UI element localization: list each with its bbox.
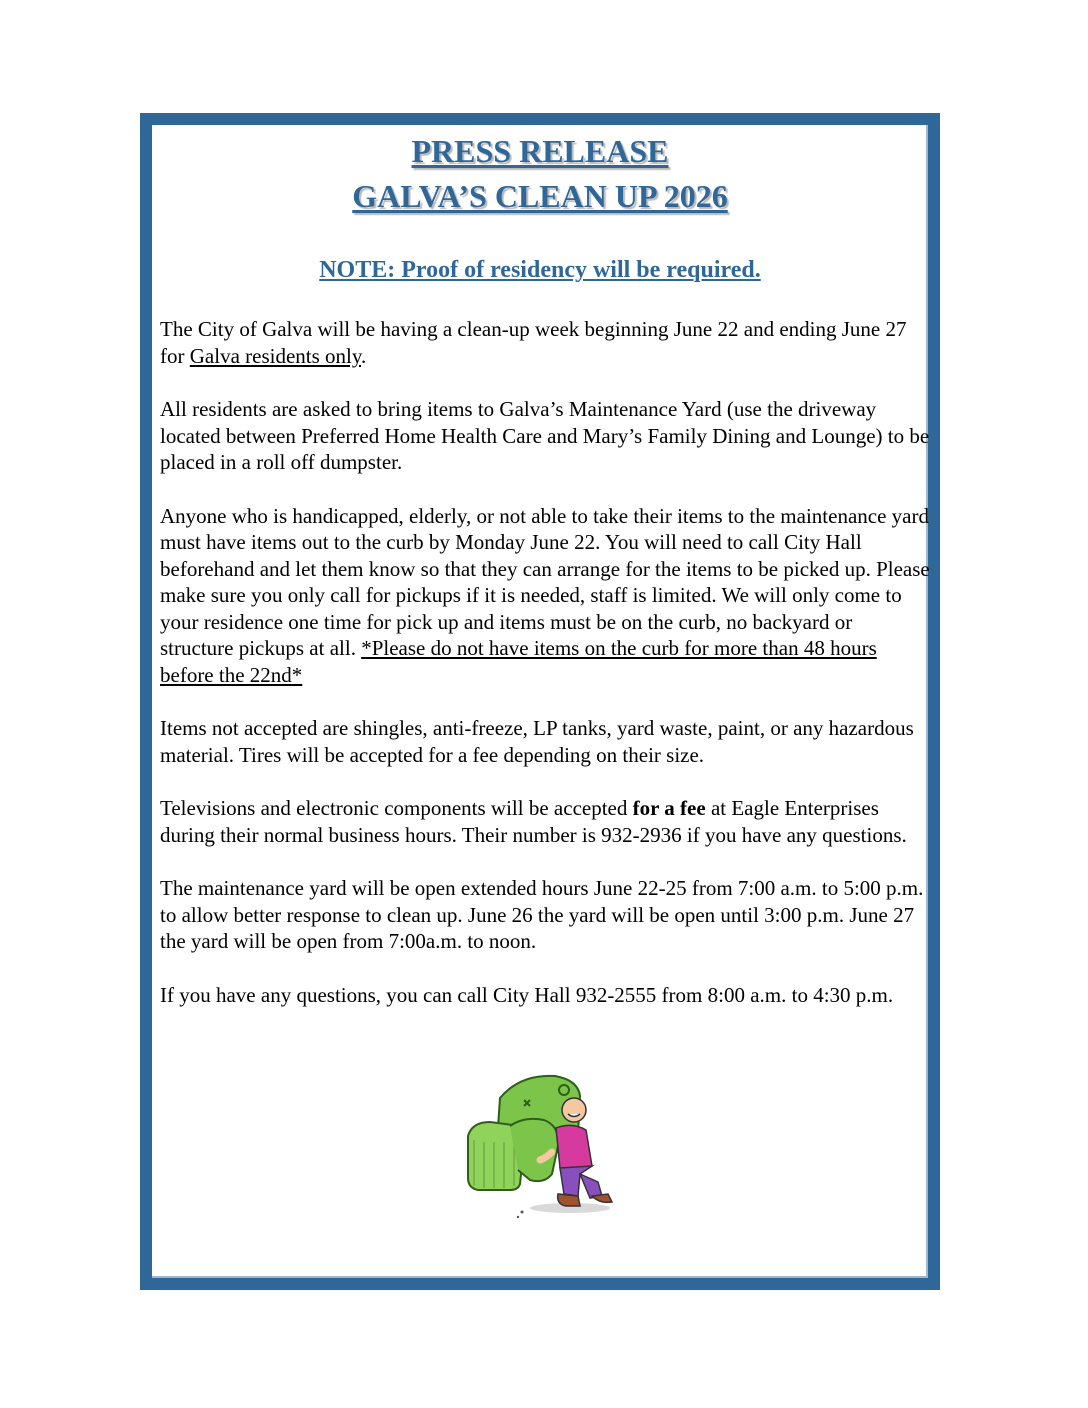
paragraph-electronics: Televisions and electronic components will be accepted for a fee at Eagle Enterprises during their normal business hours. Their number is 932-2936 if you have any questions. [160,796,907,847]
paragraph-questions: If you have any questions, you can call City Hall 932-2555 from 8:00 a.m. to 4:30 p.m. [160,982,894,1007]
paragraph-hours: The maintenance yard will be open extended hours June 22-25 from 7:00 a.m. to 5:00 p.m. to allow better response to clean up. June 26 the yard will be open until 3:00 p.m. June 27 the yard will be open from 7:00a.m. to noon. [160,876,924,953]
paragraph-curb-pickup: Anyone who is handicapped, elderly, or not able to take their items to the maintenance yard must have items out to the curb by Monday June 22. You will need to call City Hall beforehand and let them know so that they can arrange for the items to be picked up. Please make sure you only call for pickups if it is needed, staff is limited. We will only come to your residence one time for pick up and items must be on the curb, no backyard or structure pickups at all. *Please do not have items on the curb for more than 48 hours before the 22nd* [160,503,930,687]
residency-note: NOTE: Proof of residency will be required. [319,257,761,283]
paragraph-location: All residents are asked to bring items to Galva’s Maintenance Yard (use the driveway located between Preferred Home Health Care and Mary’s Family Dining and Lounge) to be placed in a roll off dumpster. [160,397,930,474]
press-release-body [160,316,930,1035]
person-carrying-armchair-clipart [460,1056,628,1224]
title-clean-up: GALVA’S CLEAN UP 2026 [352,178,728,214]
paragraph-dates: The City of Galva will be having a clean-up week beginning June 22 and ending June 27 for Galva residents only. [160,317,907,368]
curb-warning-text: *Please do not have items on the curb for more than 48 hours before the 22nd* [160,636,877,687]
paragraph-not-accepted: Items not accepted are shingles, anti-freeze, LP tanks, yard waste, paint, or any hazardous material. Tires will be accepted for a fee depending on their size. [160,716,914,767]
fee-text: for a fee [632,796,706,820]
title-press-release: PRESS RELEASE [411,133,669,169]
residents-only-text: Galva residents only [189,343,362,368]
